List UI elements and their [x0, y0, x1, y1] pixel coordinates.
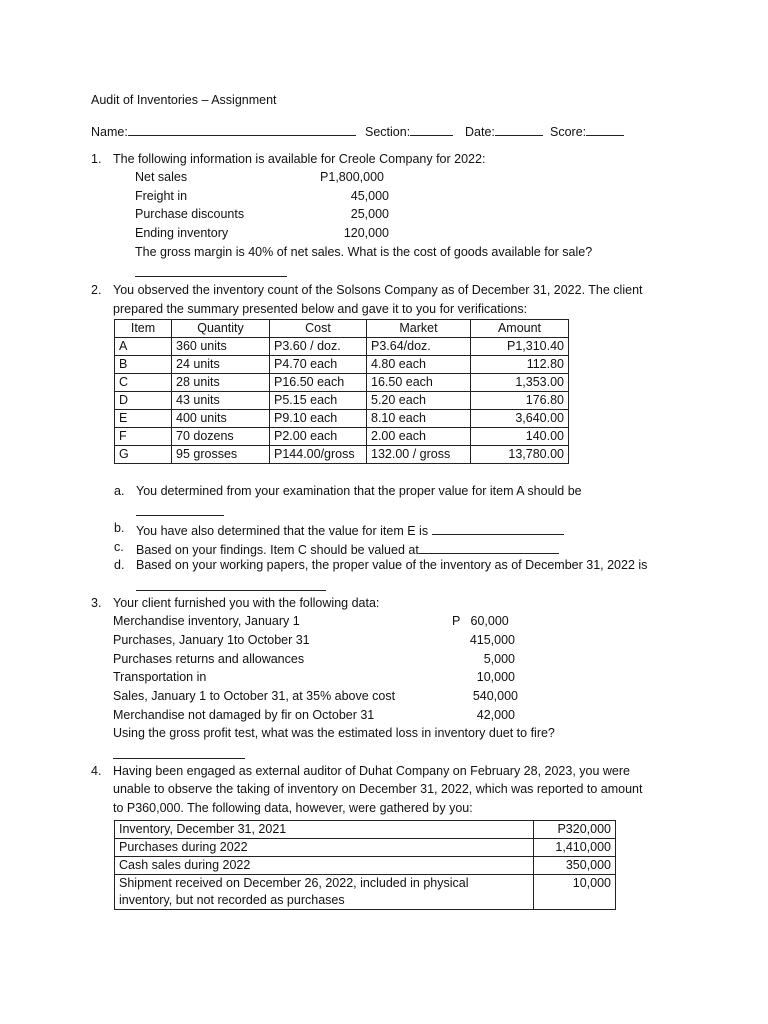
q1-answer-blank[interactable] [135, 263, 287, 277]
q2c-line [136, 540, 559, 557]
cell-cost: P3.60 / doz. [270, 338, 367, 356]
q3-item-value: 415,000 [469, 633, 515, 647]
cell-amount: 112.80 [471, 356, 569, 374]
cell-market: 8.10 each [367, 410, 471, 428]
q1-item-label: Ending inventory [135, 226, 229, 240]
cell-item: F [115, 428, 172, 446]
row-label: Purchases during 2022 [115, 839, 534, 857]
row-label-continued: inventory, but not recorded as purchases [119, 893, 345, 907]
q3-item-value: 5,000 [483, 652, 515, 666]
q3-question: Using the gross profit test, what was the estimated loss in inventory duet to fire? [113, 726, 555, 740]
q1-item-label: Net sales [135, 170, 188, 184]
q2-number: 2. [91, 283, 102, 297]
q3-intro: Your client furnished you with the following data: [113, 596, 380, 610]
cell-cost: P9.10 each [270, 410, 367, 428]
table-row [115, 410, 569, 428]
q3-item-label: Transportation in [113, 670, 207, 684]
table-row [115, 428, 569, 446]
cell-item: B [115, 356, 172, 374]
q1-item-value: 45,000 [350, 189, 389, 203]
section-field [365, 122, 453, 139]
q2a-answer-blank[interactable] [136, 502, 224, 516]
q2b-answer-blank[interactable] [432, 521, 564, 535]
q1-item-value: 25,000 [350, 207, 389, 221]
score-field [550, 122, 624, 139]
name-field [91, 122, 356, 139]
q2d-answer-blank[interactable] [136, 577, 326, 591]
q2a-letter: a. [114, 484, 125, 498]
cell-cost: P16.50 each [270, 374, 367, 392]
cell-quantity: 24 units [172, 356, 270, 374]
cell-amount: 1,353.00 [471, 374, 569, 392]
cell-cost: P5.15 each [270, 392, 367, 410]
q1-intro: The following information is available for Creole Company for 2022: [113, 152, 486, 166]
page-title: Audit of Inventories – Assignment [91, 93, 277, 107]
q3-item-value: 10,000 [476, 670, 515, 684]
cell-item: D [115, 392, 172, 410]
q2c-text: Based on your findings. Item C should be valued at [136, 543, 419, 557]
date-blank[interactable] [495, 122, 543, 136]
row-value: P320,000 [534, 821, 616, 839]
header-item: Item [115, 320, 172, 338]
solsons-inventory-table [114, 319, 569, 464]
name-label: Name: [91, 125, 128, 139]
cell-amount: 13,780.00 [471, 446, 569, 464]
cell-cost: P144.00/gross [270, 446, 367, 464]
q3-item-label: Merchandise inventory, January 1 [113, 614, 300, 628]
q4-intro-line3: to P360,000. The following data, however, were gathered by you: [113, 801, 473, 815]
row-label: Inventory, December 31, 2021 [115, 821, 534, 839]
row-label-multiline [115, 875, 534, 910]
q4-intro-line1: Having been engaged as external auditor of Duhat Company on February 28, 2023, you were [113, 764, 630, 778]
header-amount: Amount [471, 320, 569, 338]
q3-item-value: 540,000 [472, 689, 518, 703]
cell-quantity: 360 units [172, 338, 270, 356]
q2b-letter: b. [114, 521, 125, 535]
q3-answer-blank[interactable] [113, 745, 245, 759]
q4-number: 4. [91, 764, 102, 778]
table-row [115, 338, 569, 356]
cell-item: G [115, 446, 172, 464]
name-blank[interactable] [128, 122, 356, 136]
cell-quantity: 400 units [172, 410, 270, 428]
q1-item-value: 120,000 [343, 226, 389, 240]
row-value: 10,000 [534, 875, 616, 910]
cell-cost: P4.70 each [270, 356, 367, 374]
q1-item-label: Purchase discounts [135, 207, 245, 221]
q3-item-value: P 60,000 [452, 614, 509, 628]
cell-market: 2.00 each [367, 428, 471, 446]
cell-market: 16.50 each [367, 374, 471, 392]
section-label: Section: [365, 125, 411, 139]
table-row [115, 821, 616, 839]
q3-number: 3. [91, 596, 102, 610]
table-row [115, 356, 569, 374]
cell-item: E [115, 410, 172, 428]
q2b-line [136, 521, 564, 538]
table-row [115, 374, 569, 392]
cell-market: P3.64/doz. [367, 338, 471, 356]
table-header-row [115, 320, 569, 338]
table-row [115, 857, 616, 875]
q2c-letter: c. [114, 540, 124, 554]
cell-market: 4.80 each [367, 356, 471, 374]
cell-market: 5.20 each [367, 392, 471, 410]
q3-item-value: 42,000 [476, 708, 515, 722]
q2-intro-line1: You observed the inventory count of the Solsons Company as of December 31, 2022. The client [113, 283, 643, 297]
table-row [115, 875, 616, 910]
table-row [115, 446, 569, 464]
row-value: 1,410,000 [534, 839, 616, 857]
q2a-text: You determined from your examination that the proper value for item A should be [136, 484, 582, 498]
header-quantity: Quantity [172, 320, 270, 338]
row-label: Shipment received on December 26, 2022, included in physical [119, 876, 469, 890]
header-cost: Cost [270, 320, 367, 338]
q3-item-label: Merchandise not damaged by fir on October 31 [113, 708, 375, 722]
score-blank[interactable] [586, 122, 624, 136]
score-label: Score: [550, 125, 587, 139]
q2-intro-line2: prepared the summary presented below and gave it to you for verifications: [113, 302, 528, 316]
q3-item-label: Purchases, January 1to October 31 [113, 633, 310, 647]
row-value: 350,000 [534, 857, 616, 875]
header-market: Market [367, 320, 471, 338]
q1-question: The gross margin is 40% of net sales. What is the cost of goods available for sale? [135, 245, 593, 259]
duhat-data-table [114, 820, 616, 910]
q3-item-label: Sales, January 1 to October 31, at 35% above cost [113, 689, 396, 703]
cell-cost: P2.00 each [270, 428, 367, 446]
cell-market: 132.00 / gross [367, 446, 471, 464]
q4-intro-line2: unable to observe the taking of inventory on December 31, 2022, which was reported to amount [113, 782, 643, 796]
cell-quantity: 43 units [172, 392, 270, 410]
q1-item-value: P1,800,000 [320, 170, 384, 184]
cell-item: A [115, 338, 172, 356]
cell-quantity: 28 units [172, 374, 270, 392]
date-field [465, 122, 543, 139]
q1-item-label: Freight in [135, 189, 188, 203]
cell-quantity: 95 grosses [172, 446, 270, 464]
row-label: Cash sales during 2022 [115, 857, 534, 875]
q2c-answer-blank[interactable] [419, 540, 559, 554]
cell-amount: 176.80 [471, 392, 569, 410]
table-row [115, 392, 569, 410]
q2d-text: Based on your working papers, the proper value of the inventory as of December 31, 2022 is [136, 558, 648, 572]
cell-amount: 140.00 [471, 428, 569, 446]
q3-item-label: Purchases returns and allowances [113, 652, 305, 666]
date-label: Date: [465, 125, 495, 139]
q1-number: 1. [91, 152, 102, 166]
q2b-text: You have also determined that the value for item E is [136, 524, 429, 538]
table-row [115, 839, 616, 857]
cell-amount: P1,310.40 [471, 338, 569, 356]
cell-item: C [115, 374, 172, 392]
q2d-letter: d. [114, 558, 125, 572]
section-blank[interactable] [410, 122, 453, 136]
cell-quantity: 70 dozens [172, 428, 270, 446]
cell-amount: 3,640.00 [471, 410, 569, 428]
